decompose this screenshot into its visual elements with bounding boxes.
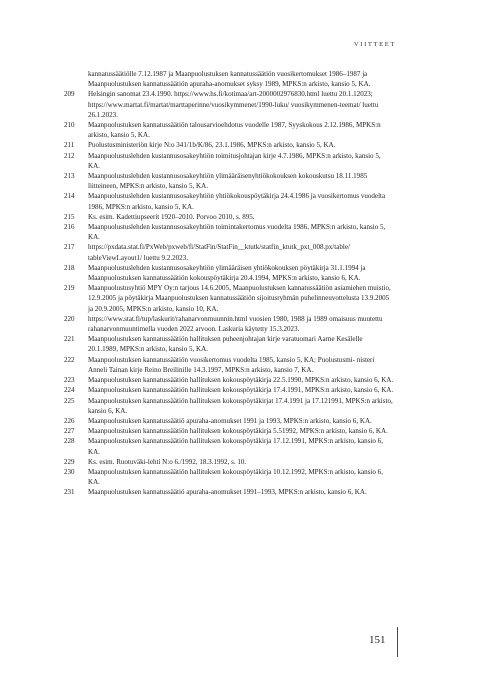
- endnote-text: Maanpuolustuslehden kustannusosakeyhtiön yhtiökokouspöytäkirja 24.4.1986 ja vuosikertomus vuodelta 1986, MPKS:n arkisto, kansio 5, KA.: [88, 192, 386, 211]
- endnotes-list: [64, 69, 394, 498]
- endnote-number: 214: [64, 192, 75, 201]
- endnote-text: Maanpuolustuksen kannatussäätiön vuosikertomus vuodelta 1985, kansio 5, KA; Puolustusmi- nisteri Anneli Tainan kirje Reino Breilinille 14.3.1997, MPKS:n arkisto, kansio 7, KA.: [88, 355, 375, 374]
- endnote-number: 213: [64, 172, 75, 181]
- endnote-number: 229: [64, 457, 75, 466]
- endnote-text: Maanpuolustuksen kannatussäätiö apuraha-anomukset 1991 ja 1993, MPKS:n arkisto, kansio 6, KA.: [88, 416, 372, 425]
- endnote-number: 215: [64, 212, 75, 221]
- endnote-text: Maanpuolustuksen kannatussäätiön hallituksen puheenjohtajan kirje varatuomari Aarne Kesälelle 20.1.1989, MPKS:n arkisto, kansio 5, KA.: [88, 335, 363, 354]
- endnote-text: Maanpuolustuslehden kustannusosakeyhtiön ylimääräisen yhtiökokouksen pöytäkirja 31.1.1994 ja Maanpuolustuksen kannatussäätiön kokouspöytäkirja 20.4.1994, MPKS:n arkisto, kansio 6, KA.: [88, 263, 366, 283]
- endnote-224: [64, 385, 394, 395]
- endnote-216: [64, 222, 394, 242]
- page-number: 151: [369, 634, 386, 646]
- endnote-text: https://pxdata.stat.fi/PxWeb/pxweb/fi/StatFin/StatFin__ktutk/statfin_ktutk_pxt_008.px/table/ tableViewLayout1/ luettu 9.2.2023.: [88, 243, 350, 262]
- endnote-228: [64, 436, 394, 456]
- endnote-text: Puolustusministeriön kirje N:o 341/1b/K/86, 23.1.1986, MPKS:n arkisto, kansio 5, KA.: [88, 141, 336, 150]
- endnote-215: [64, 212, 394, 222]
- endnote-text: Maanpuolustuksen kannatussäätiön hallituksen kokouspöytäkirja 5.51992, MPKS:n arkisto, kansio 6, KA.: [88, 427, 388, 436]
- endnote-text: Maanpuolustuksen kannatussäätiön hallituksen kokouspöytäkirja 17.4.1991, MPKS:n arkisto, kansio 6, KA.: [88, 386, 394, 395]
- endnote-text: Maanpuolustuslehden kustannusosakeyhtiön toimitusjohtajan kirje 4.7.1986, MPKS:n arkisto, kansio 5, KA.: [88, 151, 381, 170]
- endnote-text: Maanpuolustuslehden kustannusosakeyhtiön ylimääräisenyhtiökokouksen kokouskutsu 18.11.1985 liitteineen, MPKS:n arkisto, kansio 5, KA.: [88, 172, 368, 191]
- endnote-number: 231: [64, 488, 75, 497]
- endnote-number: 217: [64, 243, 75, 252]
- endnote-number: 222: [64, 355, 75, 364]
- endnote-text: Maanpuolustuksen kannatussäätiön hallituksen kokouspöytäkirjat 17.4.1991 ja 17.121991, MPKS:n arkisto, kansio 6, KA.: [88, 396, 393, 415]
- endnote-text: Maanpuolustuksen kannatussäätiön hallituksen kokouspöytäkirja 10.12.1992, MPKS:n arkisto, kansio 6, KA.: [88, 467, 383, 487]
- endnote-text: Maanpuolustusyhtiö MPY Oy:n tarjous 14.6.2005, Maanpuolustuksen kannatussäätiön asiamiehen muistio, 12.9.2005 ja pöytäkirja Maanpuolustuksen kannatussäätiön sijoitusryhmän puhelinneuvottelusta 13.9.2005 ja 20.9.2005, MPKS:n arkisto, kansio 10, KA.: [88, 284, 391, 313]
- endnote-number: 209: [64, 90, 75, 99]
- endnote-209: [64, 89, 394, 120]
- endnote-218: [64, 263, 394, 283]
- endnote-number: 216: [64, 223, 75, 232]
- endnote-number: 226: [64, 416, 75, 425]
- endnote-212: [64, 151, 394, 171]
- endnote-number: 230: [64, 467, 75, 476]
- endnote-text: Ks. esim. Kadettiupseerit 1920–2010. Porvoo 2010, s. 895.: [88, 212, 255, 221]
- endnote-number: 228: [64, 437, 75, 446]
- endnote-text: Maanpuolustuksen kannatussäätiön hallituksen kokouspöytäkirja 17.12.1991, MPKS:n arkisto, kansio 6, KA.: [88, 437, 383, 456]
- endnote-220: [64, 314, 394, 334]
- endnote-222: [64, 355, 394, 375]
- endnote-221: [64, 334, 394, 354]
- endnote-number: 211: [64, 141, 75, 150]
- endnote-text: Helsingin sanomat 23.4.1990. https://www.hs.fi/kotimaa/art-2000002976830.html luettu 20.1.12023; https://www.martat.fi/martat/marttaperinne/vuosikymmenet/1990-luku/ vuosikymmenen-teemat/ luettu 26.1.2023.: [88, 90, 379, 119]
- endnote-text: Maanpuolustuksen kannatussäätiön hallituksen kokouspöytäkirja 22.5.1990, MPKS:n arkisto, kansio 6, KA.: [88, 376, 394, 385]
- endnote-number: 224: [64, 386, 75, 395]
- endnote-number: 225: [64, 396, 75, 405]
- endnote-number: 220: [64, 314, 75, 323]
- endnote-text: Maanpuolustuslehden kustannusosakeyhtiön toimintakertomus vuodelta 1986, MPKS:n arkisto, kansio 5, KA.: [88, 223, 386, 242]
- endnote-text: Maanpuolustuksen kannatussäätiön talousarvioehdotus vuodelle 1987, Syyskokous 2.12.1986, MPKS:n arkisto, kansio 5, KA.: [88, 121, 381, 140]
- endnote-231: [64, 487, 394, 497]
- endnote-number: 218: [64, 263, 75, 272]
- endnote-number: 221: [64, 335, 75, 344]
- endnote-number: 223: [64, 376, 75, 385]
- running-header: VIITTEET: [353, 41, 396, 48]
- endnote-211: [64, 140, 394, 150]
- page-number-rule: [397, 627, 398, 657]
- endnote-number: 227: [64, 427, 75, 436]
- endnote-217: [64, 242, 394, 262]
- endnote-226: [64, 416, 394, 426]
- endnote-text: kannatussäätiölle 7.12.1987 ja Maanpuolustuksen kannatussäätiön vuosikertomukset 1986–1987 ja Maanpuolustuksen kannatussäätiön apuraha-anomukset syksy 1989, MPKS:n arkisto, kansio 5, KA.: [88, 70, 371, 89]
- endnote-continuation: [64, 69, 394, 89]
- endnote-text: https://www.stat.fi/tup/laskurit/rahanarvonmuunnin.html vuosien 1980, 1988 ja 1989 omaisuus muutettu rahanarvonmuuntimella vuoden 2022 arvoon. Laskuria käytetty 15.3.2023.: [88, 314, 383, 334]
- endnote-223: [64, 375, 394, 385]
- endnote-230: [64, 467, 394, 487]
- endnote-number: 212: [64, 151, 75, 160]
- endnote-219: [64, 283, 394, 314]
- endnote-number: 210: [64, 121, 75, 130]
- endnote-210: [64, 120, 394, 140]
- endnote-213: [64, 171, 394, 191]
- endnote-214: [64, 191, 394, 211]
- endnote-225: [64, 396, 394, 416]
- endnote-227: [64, 426, 394, 436]
- endnote-229: [64, 457, 394, 467]
- endnote-text: Maanpuolustuksen kannatussäätiö apuraha-anomukset 1991–1993, MPKS:n arkisto, kansio 6, KA.: [88, 488, 367, 497]
- endnote-text: Ks. esim. Ruotuväki-lehti N:o 6./1992, 18.3.1992, s. 10.: [88, 457, 247, 466]
- endnote-number: 219: [64, 284, 75, 293]
